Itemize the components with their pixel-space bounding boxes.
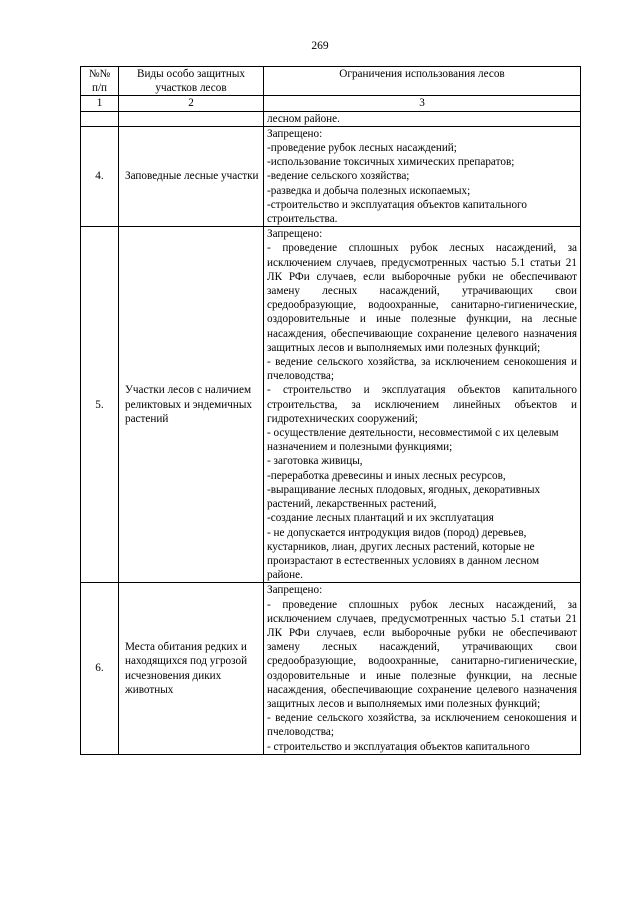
header-type: Виды особо защитных участков лесов (119, 67, 264, 96)
header-restrictions: Ограничения использования лесов (264, 67, 581, 96)
header-num: №№ п/п (81, 67, 119, 96)
restrictions-cell (264, 126, 581, 226)
restriction-line: -переработка древесины и иных лесных ресурсов, (267, 469, 506, 482)
restrictions-cell (264, 583, 581, 754)
restriction-line: - строительство и эксплуатация объектов капитального строительства, за исключением линейных объектов и гидротехнических сооружений; (267, 384, 577, 425)
restriction-line: - ведение сельского хозяйства, за исключением сенокошения и пчеловодства; (267, 712, 577, 739)
restriction-line: - строительство и эксплуатация объектов капитального (267, 740, 530, 753)
restriction-line: Запрещено: (267, 228, 323, 241)
restriction-line: - осуществление деятельности, несовместимой с их целевым назначением и полезными функциями; (267, 427, 559, 454)
restriction-line: - проведение сплошных рубок лесных насаждений, за исключением случаев, предусмотренных частью 5.1 статьи 21 ЛК РФи случаев, если выборочные рубки не обеспечивают замену лесных насаждений, утрачивающих свои средообразующие, водоохранные, санитарно-гигиенические, оздоровительные и иные полезные функции, на лесные насаждения, обеспечивающие сохранение целевого назначения защитных лесов и выполняемых ими полезных функций; (267, 598, 577, 710)
restriction-line: Запрещено: (267, 127, 323, 140)
restriction-line: - заготовка живицы, (267, 455, 363, 468)
column-number-row (81, 96, 581, 111)
restriction-line: - ведение сельского хозяйства, за исключением сенокошения и пчеловодства; (267, 356, 577, 383)
continuation-text: лесном районе. (267, 112, 340, 125)
row-number: 4. (81, 126, 119, 226)
continuation-row (81, 111, 581, 126)
restriction-line: -создание лесных плантаций и их эксплуатация (267, 512, 494, 525)
page-number: 269 (311, 40, 329, 52)
restriction-line: -выращивание лесных плодовых, ягодных, декоративных растений, лекарственных растений, (267, 483, 541, 511)
restriction-line: -разведка и добыча полезных ископаемых; (267, 184, 471, 197)
table-row (81, 227, 581, 583)
restriction-line: -ведение сельского хозяйства; (267, 170, 410, 183)
zone-type: Заповедные лесные участки (119, 126, 264, 226)
table-header-row (81, 67, 581, 96)
restriction-line: -строительство и эксплуатация объектов капитального строительства. (267, 198, 527, 226)
table-row (81, 126, 581, 226)
table-row (81, 583, 581, 754)
row-number: 5. (81, 227, 119, 583)
zone-type: Участки лесов с наличием реликтовых и эндемичных растений (119, 227, 264, 583)
zone-type: Места обитания редких и находящихся под угрозой исчезновения диких животных (119, 583, 264, 754)
restriction-line: - проведение сплошных рубок лесных насаждений, за исключением случаев, предусмотренных частью 5.1 статьи 21 ЛК РФи случаев, если выборочные рубки не обеспечивают замену лесных насаждений, утрачивающих свои средообразующие, водоохранные, санитарно-гигиенические, оздоровительные и иные полезные функции, на лесные насаждения, обеспечивающие сохранение целевого назначения защитных лесов и выполняемых ими полезных функций; (267, 242, 577, 354)
restriction-line: - не допускается интродукция видов (пород) деревьев, кустарников, лиан, других лесных растений, которые не произрастают в естественных условиях в данном лесном районе. (267, 526, 540, 582)
row-number: 6. (81, 583, 119, 754)
restriction-line: -проведение рубок лесных насаждений; (267, 142, 457, 155)
restriction-line: Запрещено: (267, 584, 323, 597)
restrictions-table (80, 66, 581, 755)
column-number: 3 (264, 96, 581, 111)
column-number: 2 (119, 96, 264, 111)
restrictions-cell (264, 227, 581, 583)
restriction-line: -использование токсичных химических препаратов; (267, 156, 515, 169)
column-number: 1 (81, 96, 119, 111)
